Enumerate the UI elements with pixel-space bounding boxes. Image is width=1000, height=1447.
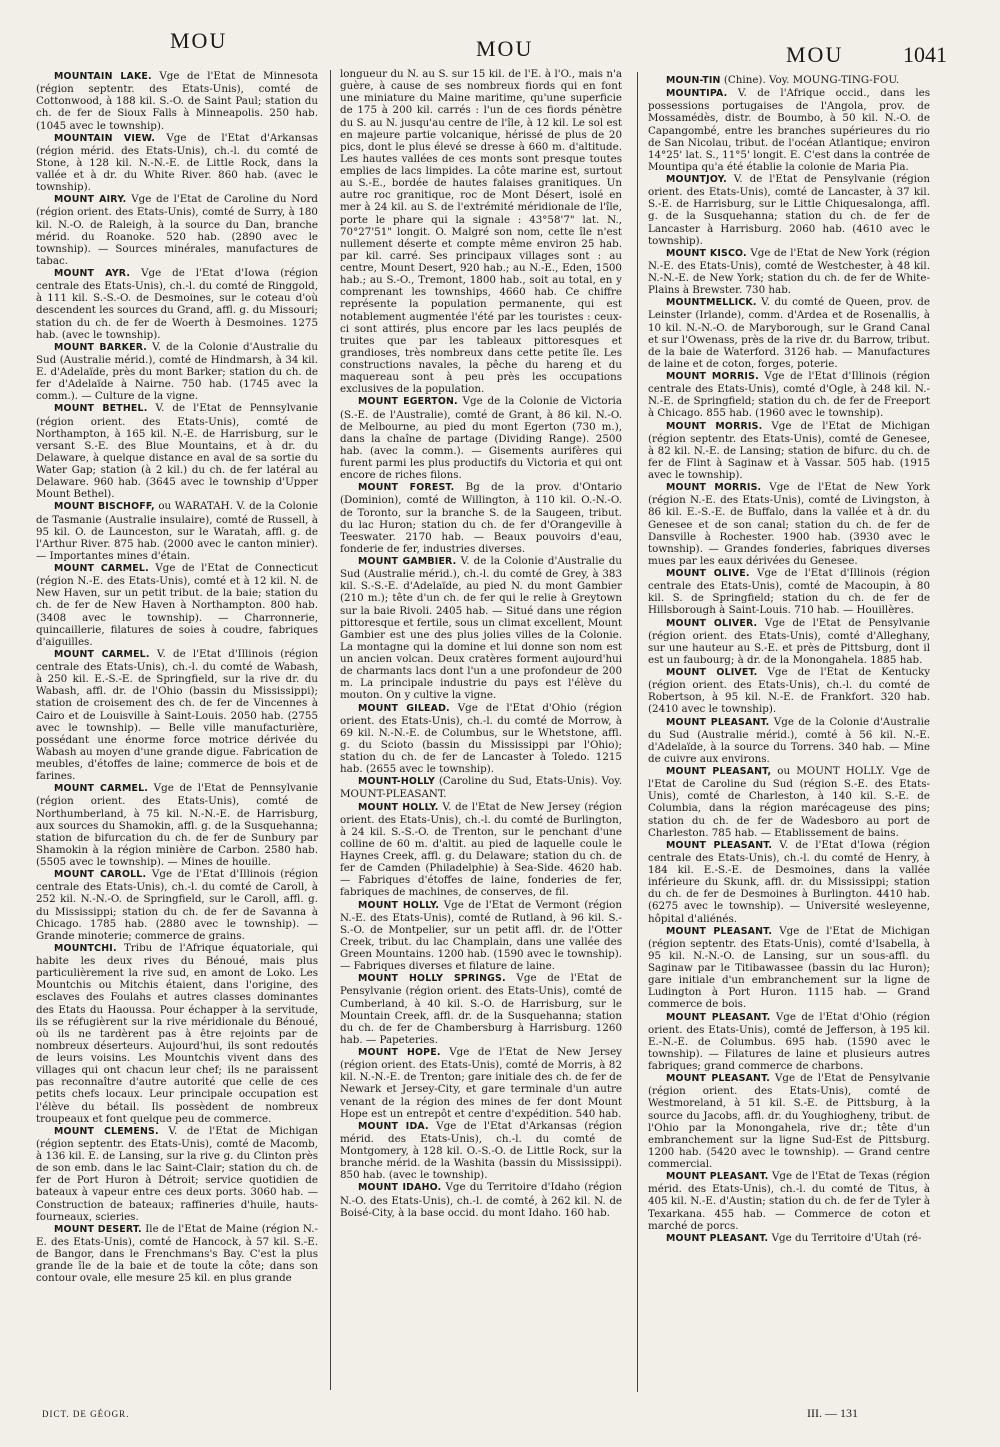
entry-headword: MOUNT FOREST. xyxy=(358,482,455,494)
entry-text: Tribu de l'Afrique équatoriale, qui habite les deux rives du Bénoué, mais plus particulièrement la rive sud, en amont de Loko. Les Mountchis ou Mitchis étaient, dans l'origine, des esclaves des Foulahs et autres classes dominantes des Etats du Haoussa. Pour échapper à la servitude, ils se réfugièrent sur la rive méridionale du Bénoué, où ils ne tardèrent pas à être rejoints par de nombreux déserteurs. Aujourd'hui, ils sont redoutés de leurs voisins. Les Mountchis vivent dans des villages qui ont chacun leur chef; ils ne paraissent pas reconnaître d'autre autorité que celle de ces petits chefs locaux. Leur principale occupation est l'élève du bétail. Ils possèdent de nombreux troupeaux et font quelque peu de commerce. xyxy=(36,941,318,1125)
dictionary-entry xyxy=(36,132,318,194)
dictionary-entry xyxy=(36,1223,318,1285)
entry-headword: MOUNT GAMBIER. xyxy=(358,556,457,567)
dictionary-entry xyxy=(340,1046,622,1120)
entry-headword: MOUNT IDA. xyxy=(358,1120,429,1132)
entry-text: Vge du Territoire d'Idaho (région N.-O. des Etats-Unis), ch.-l. de comté, à 262 kil. N. de Boisé-City, à la base occid. du mont Idaho. 160 hab. xyxy=(340,1181,622,1219)
entry-text: Vge de l'Etat de Caroline du Nord (région orient. des Etats-Unis), comté de Surry, à 180 kil. N.-O. de Raleigh, à la source du Dan, branche mérid. du Roanoke. 520 hab. (2890 avec le township). — Sources minérales, manufactures de tabac. xyxy=(36,193,318,267)
entry-headword: MOUNT EGERTON. xyxy=(358,396,458,408)
entry-headword: MOUNT BETHEL. xyxy=(54,403,148,415)
entry-headword: MOUNT GILEAD. xyxy=(358,702,450,714)
entry-headword: MOUNT AIRY. xyxy=(54,194,127,206)
column-1 xyxy=(36,70,318,1284)
running-head-right: MOU xyxy=(786,42,844,67)
dictionary-entry xyxy=(648,370,930,420)
entry-text: Vge de l'Etat de Texas (région mérid. des Etats-Unis), ch.-l. du comté de Titus, à 405 kil. N.-E. d'Austin; station du ch. de fer de Tyler à Texarkana. 455 hab. — Commerce de coton et marché de porcs. xyxy=(648,1170,931,1232)
entry-text: V. de l'Etat d'Iowa (région centrale des Etats-Unis), ch.-l. du comté de Henry, à 184 kil. E.-S.-E. de Desmoines, dans la vallée inférieure du Skunk, affl. dr. du Mississippi; station du ch. de fer de Desmoines à Burlington. 4410 hab. (6275 avec le township). — Université wesleyenne, hôpital d'aliénés. xyxy=(648,838,930,925)
entry-text: Vge de l'Etat d'Iowa (région centrale des Etats-Unis), ch.-l. du comté de Ringgold, à 111 kil. S.-S.-O. de Desmoines, sur le coteau d'où descendent les sources du Grand, affl. g. du Missouri; station du ch. de fer de Woerth à Desmoines. 1275 hab. (avec le township). xyxy=(36,267,318,341)
footer-signature: DICT. DE GÉOGR. xyxy=(42,1409,130,1419)
entry-text: Vge de l'Etat de Pensylvanie (région orient. des Etats-Unis), comté de Westmoreland, à 51 kil. S.-E. de Pittsburg, à la source du Jacobs, affl. dr. du Youghiogheny, tribut. de l'Ohio par la Monongahela, rive dr.; tête d'un embranchement sur la ligne Sud-Est de Pittsburg. 1200 hab. (5420 avec le township). — Grand centre commercial. xyxy=(648,1072,931,1170)
entry-headword: MOUNT IDAHO. xyxy=(358,1182,442,1194)
entry-text: V. de l'Etat de New Jersey (région orient. des Etats-Unis), ch.-l. du comté de Burlington, à 24 kil. S.-S.-O. de Trenton, sur le penchant d'une colline de 60 m. d'altit. au pied de laquelle coule le Haynes Creek, affl. g. du Delaware; station du ch. de fer de Camden (Philadelphie) à Sea-Side. 4620 hab. — Fabriques d'étoffes de laine, fonderies de fer, fabriques de machines, de conserves, de fil. xyxy=(340,800,622,899)
entry-headword: MOUNTAIN LAKE. xyxy=(54,71,152,82)
entry-text: ou MOUNT HOLLY. Vge de l'Etat de Caroline du Sud (région S.-E. des Etats-Unis), comté de Charleston, à 140 kil. S.-E. de Columbia, dans la région marécageuse des pins; station du ch. de fer de Wadesboro au port de Charleston. 785 hab. — Etablissement de bains. xyxy=(648,765,930,839)
entry-headword: MOUNT OLIVER. xyxy=(666,617,758,629)
dictionary-entry xyxy=(340,899,622,973)
entry-headword: MOUNT AYR. xyxy=(54,268,131,279)
entry-headword: MOUN-TIN xyxy=(666,75,721,86)
entry-headword: MOUNT HOLLY SPRINGS. xyxy=(358,973,506,985)
entry-text: Vge de l'Etat d'Arkansas (région mérid. des Etats-Unis), ch.-l. du comté de Montgomery, à 128 kil. O.-S.-O. de Little Rock, sur la branche mérid. de la Washita (bassin du Mississippi). 850 hab. (avec le township). xyxy=(340,1119,623,1182)
entry-headword: MOUNTJOY. xyxy=(666,174,727,185)
entry-text: V. de l'Etat de Pennsylvanie (région orient. des Etats-Unis), comté de Northampton, à 165 kil. N.-E. de Harrisburg, sur le versant S.-E. des Blue Mountains, et à dr. du Delaware, à quelque distance en aval de sa sortie du Water Gap; station (à 2 kil.) du ch. de fer latéral au Delaware. 960 hab. (3645 avec le township d'Upper Mount Bethel). xyxy=(36,402,318,501)
dictionary-entry xyxy=(648,716,930,766)
entry-text: V. de la Colonie d'Australie du Sud (Australie mérid.), comté de Hindmarsh, à 34 kil. E. d'Adelaïde, près du mont Barker; station du ch. de fer d'Adelaïde à Nairne. 750 hab. (1745 avec la comm.). — Culture de la vigne. xyxy=(36,340,318,403)
dictionary-entry xyxy=(648,567,930,617)
running-head-left: MOU xyxy=(170,28,228,53)
entry-headword: MOUNT MORRIS. xyxy=(666,420,763,432)
entry-headword: MOUNT-HOLLY xyxy=(358,776,435,788)
entry-text: Vge de l'Etat d'Illinois (région centrale des Etats-Unis), comté de Macoupin, à 80 kil. S. de Springfield; station du ch. de fer de Hillsborough à Saint-Louis. 710 hab. — Houillères. xyxy=(648,567,930,617)
dictionary-entry xyxy=(36,868,318,942)
dictionary-entry xyxy=(648,173,930,247)
running-head-center: MOU xyxy=(476,36,534,61)
entry-text: V. de l'Etat de Michigan (région septentr. des Etats-Unis), comté de Macomb, à 136 kil. E. de Lansing, sur la rive g. du Clinton près de son emb. dans le lac Saint-Clair; station du ch. de fer de Port Huron à Détroit; service quotidien de bateaux à vapeur entre ces deux ports. 3060 hab. — Construction de bateaux; raffineries d'huile, hauts-fourneaux, scieries. xyxy=(36,1124,318,1223)
entry-headword: MOUNT CARMEL. xyxy=(54,648,150,660)
dictionary-entry xyxy=(648,839,930,925)
entry-headword: MOUNT PLEASANT. xyxy=(666,925,773,937)
dictionary-entry xyxy=(648,87,930,173)
dictionary-entry xyxy=(36,70,318,132)
entry-headword: MOUNT OLIVE. xyxy=(666,568,750,579)
entry-headword: MOUNT KISCO. xyxy=(666,247,747,259)
entry-headword: MOUNTAIN VIEW. xyxy=(54,132,156,144)
dictionary-entry xyxy=(36,267,318,341)
footer-sheet-number: III. — 131 xyxy=(807,1406,858,1420)
entry-text: Vge de la Colonie de Victoria (S.-E. de l'Australie), comté de Grant, à 86 kil. N.-O. de Melbourne, au pied du mont Egerton (730 m.), dans la chaîne de partage (Dividing Range). 2500 hab. (avec la comm.). — Gisements aurifères qui furent parmi les plus productifs du Victoria et qui ont encore de riches filons. xyxy=(340,395,622,482)
entry-headword: MOUNT CAROLL. xyxy=(54,869,147,881)
entry-text: Vge de l'Etat de Vermont (région N.-E. des Etats-Unis), comté de Rutland, à 96 kil. S.-S.-O. de Montpelier, sur un petit affl. dr. de l'Otter Creek, tribut. du lac Champlain, dans une vallée des Green Mountains. 1200 hab. (1590 avec le township). — Fabriques diverses et filature de laine. xyxy=(340,898,622,973)
entry-text: Vge de l'Etat de New Jersey (région orient. des Etats-Unis), comté de Morris, à 82 kil. N.-N.-E. de Trenton; gare initiale des ch. de fer de Newark et Jersey-City, et gare terminale d'un autre venant de la région des mines de fer dont Mount Hope est un entrepôt et centre d'expédition. 540 hab. xyxy=(340,1046,622,1120)
dictionary-entry xyxy=(648,296,930,370)
entry-headword: MOUNT PLEASANT. xyxy=(666,1232,769,1244)
dictionary-entry xyxy=(648,925,930,1011)
entry-text: Vge de l'Etat d'Ohio (région orient. des Etats-Unis), ch.-l. du comté de Morrow, à 69 kil. N.-N.-E. de Columbus, sur le Whetstone, affl. g. du Scioto (bassin du Mississippi par l'Ohio); station du ch. de fer de Lancaster à Toledo. 1215 hab. (2655 avec le township). xyxy=(340,701,622,776)
entry-text: Vge de l'Etat de New York (région N.-E. des Etats-Unis), comté de Livingston, à 86 kil. E.-S.-E. de Buffalo, dans la vallée et à dr. du Genesee et de son canal; station du ch. de fer de Dansville à Rochester. 1900 hab. (3930 avec le township). — Grandes fonderies, fabriques diverses mues par les eaux dérivées du Genesee. xyxy=(648,481,930,567)
entry-headword: MOUNTCHI. xyxy=(54,942,117,954)
entry-text: Vge de l'Etat de New York (région N.-E. des Etats-Unis), comté de Westchester, à 48 kil. N.-N.-E. de New York; station du ch. de fer de White-Plains à Brewster. 730 hab. xyxy=(648,246,930,297)
entry-text: Vge de l'Etat de Michigan (région septentr. des Etats-Unis), comté de Genesee, à 82 kil. N.-E. de Lansing; station de bifurc. du ch. de fer de Flint à Saginaw et à Vassar. 505 hab. (1915 avec le township). xyxy=(648,419,930,481)
entry-text: Vge de l'Etat d'Ohio (région orient. des Etats-Unis), comté de Jefferson, à 195 kil. E.-N.-E. de Columbus. 695 hab. (1590 avec le township). — Filatures de laine et plusieurs autres fabriques; grand commerce de charbons. xyxy=(648,1010,930,1072)
dictionary-entry xyxy=(36,562,318,648)
entry-headword: MOUNT MORRIS. xyxy=(666,371,759,382)
entry-text: Vge de la Colonie d'Australie du Sud (Australie mérid.), comté à 56 kil. N.-E. d'Adelaïde, à la source du Torrens. 340 hab. — Mine de cuivre aux environs. xyxy=(648,715,930,765)
entry-text: longueur du N. au S. sur 15 kil. de l'E. à l'O., mais n'a guère, à cause de ses nombreux fiords qui en font une miniature du Maine maritime, qu'une superficie de 175 à 200 kil. carrés : l'un de ces fiords pénètre du S. au N. jusqu'au centre de l'île, à 12 kil. Le sol est en majeure partie volcanique, hérissé de plus de 20 pics, dont le plus élevé se dresse à 660 m. d'altitude. Les hautes vallées de ces monts sont presque toutes emplies de lacs limpides. La côte marine est, surtout au S.-E., bordée de hautes falaises granitiques. Un autre roc granitique, roc de Mont Désert, isolé en mer à 24 kil. au S. de l'extrémité méridionale de l'île, porte le phare qui la signale : 43°58'7" lat. N., 70°27'51" longit. O. Malgré son nom, cette île n'est nullement déserte et compte même environ 25 hab. par kil. carré. Ses principaux villages sont : au centre, Mount Desert, 920 hab.; au N.-E., Eden, 1500 hab.; au S.-O., Tremont, 1800 hab., soit au total, en y comprenant les townships, 4660 hab. Ce chiffre représente la population permanente, qui est notablement augmentée l'été par les touristes : ceux-ci sont attirés, plus encore par les lacs peuplés de truites que par les tableaux pittoresques et grandioses, très nombreux dans cette petite île. Les constructions navales, la pêche du hareng et du maquereau sont à peu près les occupations exclusives de la population. xyxy=(340,68,622,396)
entry-headword: MOUNT HOLLY. xyxy=(358,801,439,813)
entry-text: V. du comté de Queen, prov. de Leinster (Irlande), comm. d'Ardea et de Rosenallis, à 10 kil. N.-N.-O. de Maryborough, sur le Grand Canal et sur l'Owenass, près de la rive dr. du Barrow, tribut. de la baie de Waterford. 3126 hab. — Manufactures de laine et de coton, forges, poterie. xyxy=(648,296,930,370)
dictionary-entry xyxy=(648,617,930,667)
dictionary-entry xyxy=(340,68,622,395)
entry-text: Vge de l'Etat de Pennsylvanie (région orient. des Etats-Unis), comté de Northumberland, à 75 kil. N.-N.-E. de Harrisburg, aux sources du Shamokin, affl. g. de la Susquehanna; station de bifurcation du ch. de fer de Sunbury par Shamokin à la région minière de Carbon. 2580 hab. (5505 avec le township). — Mines de houille. xyxy=(36,782,318,868)
entry-text: (Chine). Voy. MOUNG-TING-FOU. xyxy=(723,74,900,86)
entry-text: Vge de l'Etat de Connecticut (région N.-E. des Etats-Unis), comté et à 12 kil. N. de New Haven, sur un petit tribut. de la baie; station du ch. de fer de New Haven à Northampton. 800 hab. (3408 avec le township). — Charronnerie, quincaillerie, filatures de soies à coudre, fabriques d'aiguilles. xyxy=(36,562,318,648)
entry-headword: MOUNT BISCHOFF, xyxy=(54,501,155,513)
entry-headword: MOUNTMELLICK. xyxy=(666,297,757,309)
entry-headword: MOUNT PLEASANT. xyxy=(666,716,770,728)
dictionary-entry xyxy=(36,193,318,267)
entry-headword: MOUNTIPA. xyxy=(666,88,728,100)
dictionary-entry xyxy=(648,1011,930,1073)
entry-text: Vge de l'Etat d'Illinois (région centrale des Etats-Unis), comté d'Ogle, à 248 kil. N.-N.-E. de Springfield; station du ch. de fer de Freeport à Chicago. 855 hab. (1960 avec le township). xyxy=(648,370,931,420)
entry-headword: MOUNT PLEASANT, xyxy=(666,766,772,777)
entry-headword: MOUNT HOLLY. xyxy=(358,899,440,911)
entry-text: ou WARATAH. V. de la Colonie de Tasmanie (Australie insulaire), comté de Russell, à 95 kil. O. de Launceston, sur le Waratah, affl. g. de l'Arthur River. 875 hab. (2000 avec le canton minier). — Importantes mines d'étain. xyxy=(36,500,319,562)
page-number: 1041 xyxy=(903,42,947,67)
entry-text: (Caroline du Sud, Etats-Unis). Voy. MOUNT-PLEASANT. xyxy=(340,775,622,801)
dictionary-entry xyxy=(340,972,622,1046)
dictionary-entry xyxy=(36,1125,318,1223)
dictionary-entry xyxy=(36,402,318,500)
dictionary-entry xyxy=(648,666,930,716)
entry-headword: MOUNT CARMEL. xyxy=(54,563,149,574)
column-2 xyxy=(340,68,622,1219)
dictionary-entry xyxy=(340,395,622,481)
dictionary-entry xyxy=(648,74,930,87)
entry-headword: MOUNT HOPE. xyxy=(358,1047,441,1058)
dictionary-entry xyxy=(340,801,622,899)
entry-headword: MOUNT PLEASANT. xyxy=(666,1011,771,1023)
dictionary-entry xyxy=(648,420,930,482)
dictionary-entry xyxy=(648,1072,930,1170)
entry-text: Vge de l'Etat de Michigan (région septentr. des Etats-Unis), comté d'Isabella, à 95 kil. N.-N.-O. de Lansing, sur un sous-affl. du Saginaw par le Titibawassee (bassin du lac Huron); gare initiale d'un embranchement sur la ligne de Ludington à Port Huron. 1115 hab. — Grand commerce de bois. xyxy=(648,924,930,1011)
dictionary-entry xyxy=(36,341,318,403)
entry-headword: MOUNT CLEMENS. xyxy=(54,1125,159,1137)
entry-headword: MOUNT PLEASANT. xyxy=(666,839,773,851)
dictionary-entry xyxy=(340,555,622,702)
dictionary-entry xyxy=(648,765,930,839)
dictionary-entry xyxy=(36,648,318,782)
dictionary-entry xyxy=(648,247,930,297)
column-rule xyxy=(330,70,331,1390)
dictionary-entry xyxy=(36,782,318,868)
entry-headword: MOUNT BARKER. xyxy=(54,341,148,353)
dictionary-entry xyxy=(340,775,622,800)
entry-text: V. de l'Afrique occid., dans les possessions portugaises de l'Angola, prov. de Mossamédès, distr. de Boumbo, à 50 kil. N.-O. de Capangombé, entre les branches supérieures du rio de San Nicolau, tribut. de l'océan Atlantique; environ 14°25' lat. S., 11°5' longit. E. C'est dans la contrée de Mountipa qu'a été établie la colonie de Maria Pia. xyxy=(648,87,930,173)
entry-headword: MOUNT PLEASANT. xyxy=(666,1073,771,1085)
dictionary-entry xyxy=(340,1120,622,1182)
dictionary-entry xyxy=(340,702,622,776)
entry-text: Vge de l'Etat d'Illinois (région centrale des Etats-Unis), ch.-l. du comté de Caroll, à 252 kil. N.-N.-O. de Springfield, sur le Caroll, affl. g. du Mississippi; station du ch. de fer de Savanna à Chicago. 1785 hab. (2880 avec le township). — Grande minoterie; commerce de grains. xyxy=(36,868,318,942)
entry-text: Vge de l'Etat de Pensylvanie (région orient. des Etats-Unis), comté de Cumberland, à 40 kil. S.-O. de Harrisburg, sur le Mountain Creek, affl. dr. de la Susquehanna; station du ch. de fer de Chambersburg à Harrisburg. 1260 hab. — Papeteries. xyxy=(340,972,622,1046)
entry-text: V. de la Colonie d'Australie du Sud (Australie mérid.), ch.-l. du comté de Grey, à 383 kil. S.-S.-E. d'Adelaïde, au pied N. du mont Gambier (210 m.); tête d'un ch. de fer qui le relie à Greytown sur la baie Rivoli. 2405 hab. — Situé dans une région pittoresque et fertile, sous un climat excellent, Mount Gambier est une des plus jolies villes de la Colonie. La montagne qui la domine et lui donne son nom est un ancien volcan. Deux cratères forment aujourd'hui de charmants lacs dont l'un a une profondeur de 200 m. La principale industrie du pays est l'élève du mouton. On y cultive la vigne. xyxy=(340,555,622,702)
entry-text: Vge de l'Etat d'Arkansas (région mérid. des Etats-Unis), ch.-l. du comté de Stone, à 128 kil. N.-N.-E. de Little Rock, dans la vallée et à dr. du White River. 860 hab. (avec le township). xyxy=(36,131,318,194)
entry-headword: MOUNT OLIVET. xyxy=(666,667,758,678)
dictionary-entry xyxy=(340,481,622,555)
entry-text: Ile de l'Etat de Maine (région N.-E. des Etats-Unis), comté de Hancock, à 57 kil. S.-E. de Bangor, dans le Frenchmans's Bay. C'est la plus grande île de la baie et de toute la côte; dans son contour ovale, elle mesure 25 kil. en plus grande xyxy=(36,1222,319,1285)
entry-headword: MOUNT DESERT. xyxy=(54,1223,142,1235)
dictionary-entry xyxy=(648,1232,930,1245)
entry-headword: MOUNT CARMEL. xyxy=(54,783,149,795)
entry-text: V. de l'Etat de Pensylvanie (région orient. des Etats-Unis), comté de Lancaster, à 37 kil. S.-E. de Harrisburg, sur le Little Chiquesalonga, affl. g. de la Susquehanna; station du ch. de fer de Lancaster à Harrisburg. 2060 hab. (4610 avec le township). xyxy=(648,173,930,247)
entry-text: Bg de la prov. d'Ontario (Dominion), comté de Willington, à 110 kil. O.-N.-O. de Toronto, sur la branche S. de la Saugeen, tribut. du lac Huron; station du ch. de fer d'Orangeville à Teeswater. 2170 hab. — Beaux pouvoirs d'eau, fonderie de fer, industries diverses. xyxy=(340,481,622,555)
dictionary-entry xyxy=(648,481,930,567)
entry-text: V. de l'Etat d'Illinois (région centrale des Etats-Unis), ch.-l. du comté de Wabash, à 250 kil. E.-S.-E. de Springfield, sur la rive dr. du Wabash, affl. dr. de l'Ohio (bassin du Mississippi); station de croisement des ch. de fer de Vincennes à Cairo et de Louisville à Saint-Louis. 2050 hab. (2755 avec le township). — Belle ville manufacturière, possédant une énorme force motrice dérivée du Wabash au moyen d'une grande digue. Fabrication de meubles, d'étoffes de laine; commerce de bois et de farines. xyxy=(36,647,318,783)
dictionary-entry xyxy=(36,500,318,562)
entry-text: Vge de l'Etat de Kentucky (région orient. des Etats-Unis), ch.-l. du comté de Robertson, à 95 kil. N.-E. de Frankfort. 320 hab. (2410 avec le township). xyxy=(648,666,931,716)
entry-headword: MOUNT MORRIS. xyxy=(666,482,762,494)
dictionary-entry xyxy=(340,1181,622,1218)
dictionary-entry xyxy=(36,942,318,1125)
dictionary-entry xyxy=(648,1170,930,1232)
entry-text: Vge de l'Etat de Pensylvanie (région orient. des Etats-Unis), comté d'Alleghany, sur une hauteur au S.-E. et près de Pittsburg, dont il est un faubourg; à dr. de la Monongahela. 1885 hab. xyxy=(648,616,930,666)
entry-headword: MOUNT PLEASANT. xyxy=(666,1171,769,1183)
entry-text: Vge de l'Etat de Minnesota (région septentr. des Etats-Unis), comté de Cottonwood, à 188 kil. S.-O. de Saint Paul; station du ch. de fer de Sioux Falls à Minneapolis. 250 hab. (1045 avec le township). xyxy=(36,70,319,132)
column-rule xyxy=(637,72,638,1392)
entry-text: Vge du Territoire d'Utah (ré- xyxy=(771,1231,922,1244)
column-3 xyxy=(648,74,930,1245)
